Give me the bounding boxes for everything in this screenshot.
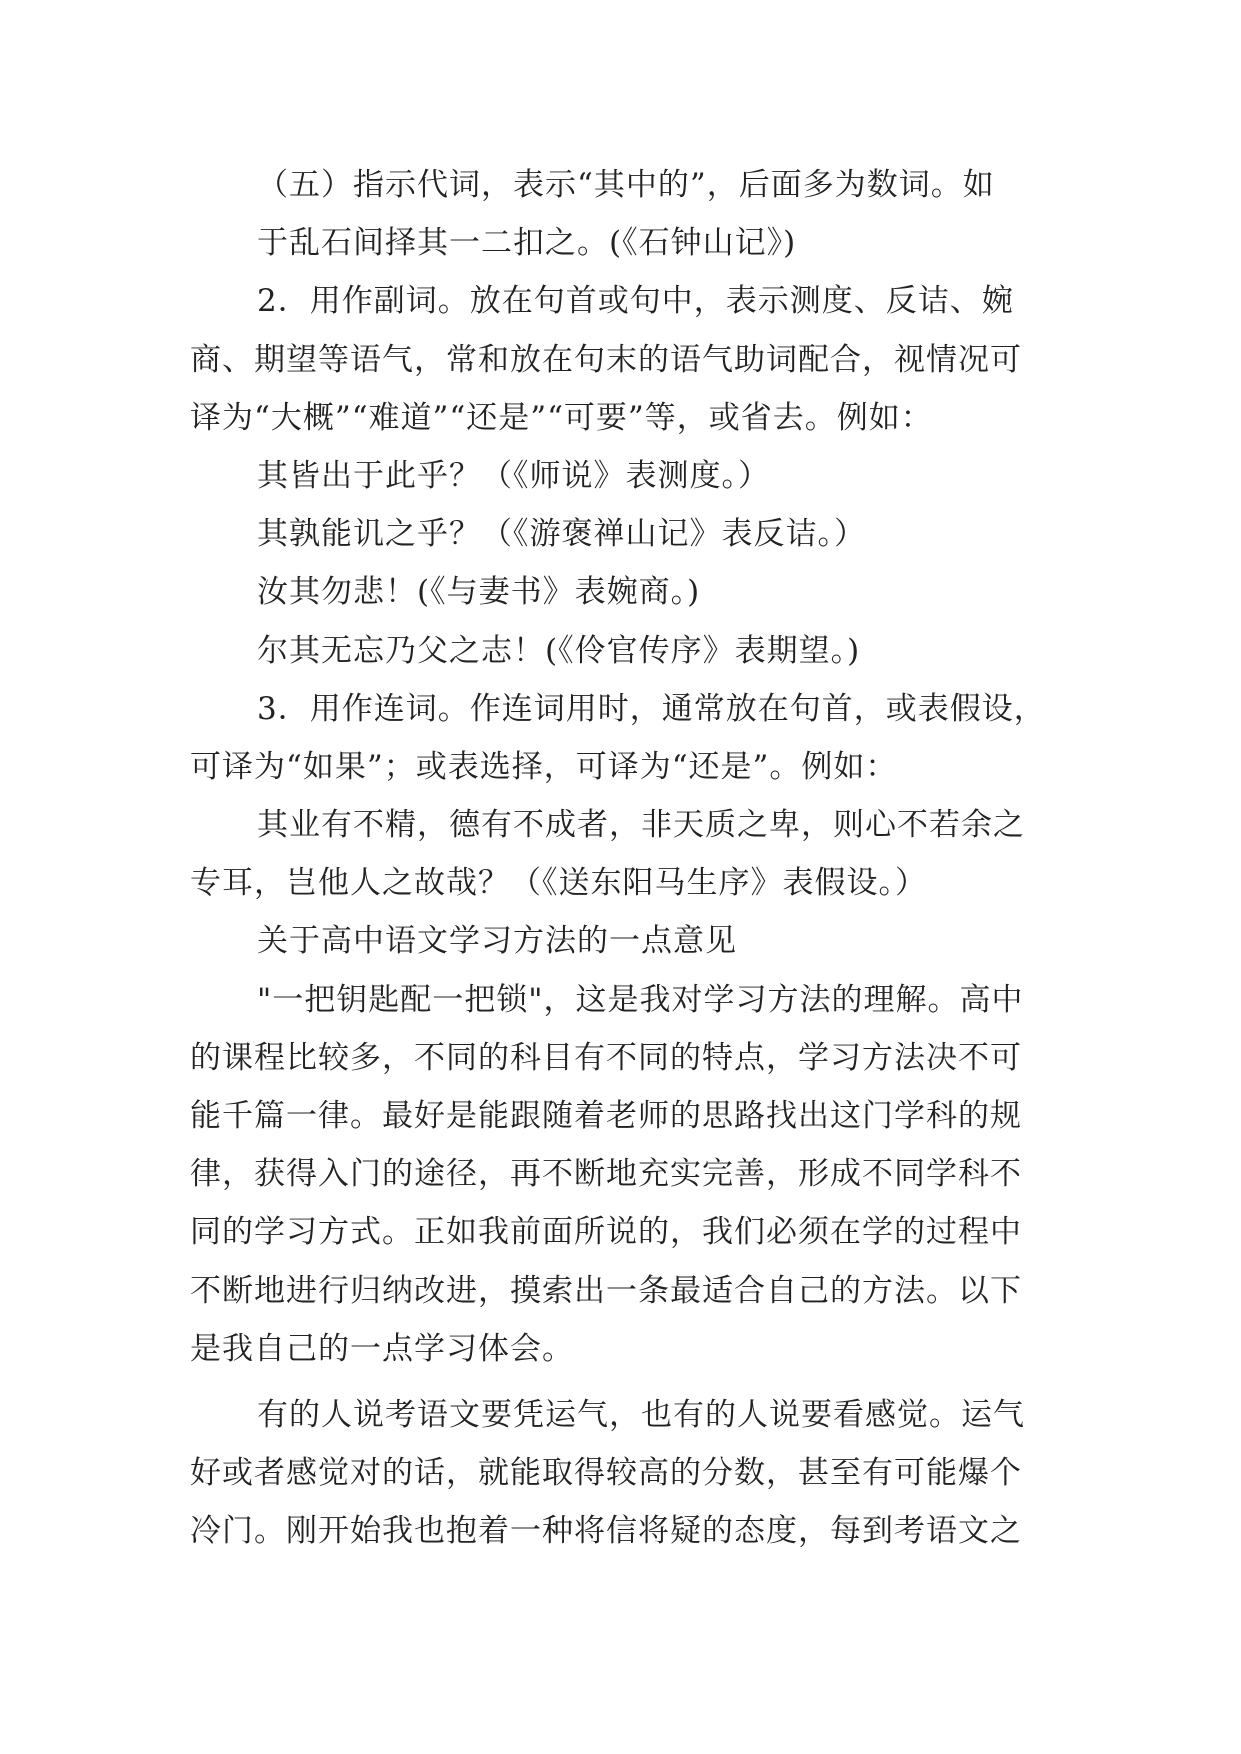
text-line: 商、期望等语气，常和放在句末的语气助词配合，视情况可	[190, 341, 1022, 378]
text-line: 其皆出于此乎？（《师说》表测度。）	[257, 457, 770, 494]
text-line: 2．用作副词。放在句首或句中，表示测度、反诘、婉	[257, 283, 1014, 320]
text-line: 的课程比较多，不同的科目有不同的特点，学习方法决不可	[190, 1039, 1022, 1076]
text-line: 译为“大概”“难道”“还是”“可要”等，或省去。例如：	[190, 399, 933, 436]
text-line: 能千篇一律。最好是能跟随着老师的思路找出这门学科的规	[190, 1098, 1022, 1134]
text-line: （五）指示代词，表示“其中的”，后面多为数词。如	[257, 167, 995, 203]
text-line: "一把钥匙配一把锁"，这是我对学习方法的理解。高中	[257, 981, 1024, 1018]
text-line: 其业有不精，德有不成者，非天质之卑，则心不若余之	[257, 807, 1025, 844]
text-line: 可译为“如果”；或表选择，可译为“还是”。例如：	[190, 748, 898, 785]
text-line: 律，获得入门的途径，再不断地充实完善，形成不同学科不	[190, 1156, 1022, 1193]
text-line: 不断地进行归纳改进，摸索出一条最适合自己的方法。以下	[190, 1272, 1022, 1309]
text-line: 3．用作连词。作连词用时，通常放在句首，或表假设，	[257, 690, 1046, 727]
text-line: 有的人说考语文要凭运气，也有的人说要看感觉。运气	[257, 1396, 1025, 1433]
text-line: 于乱石间择其一二扣之。(《石钟山记》)	[257, 225, 797, 262]
text-line: 尔其无忘乃父之志！(《伶官传序》表期望。)	[257, 632, 861, 669]
text-line: 好或者感觉对的话，就能取得较高的分数，甚至有可能爆个	[190, 1455, 1022, 1492]
text-line: 其孰能讥之乎？（《游褒禅山记》表反诘。）	[257, 516, 866, 553]
text-line: 冷门。刚开始我也抱着一种将信将疑的态度，每到考语文之	[190, 1513, 1022, 1550]
text-line: 汝其勿悲！(《与妻书》表婉商。)	[257, 574, 701, 611]
section-heading: 关于高中语文学习方法的一点意见	[257, 923, 737, 960]
text-line: 专耳，岂他人之故哉？（《送东阳马生序》表假设。）	[190, 865, 927, 902]
paragraph-gap	[190, 1378, 1050, 1386]
text-line: 同的学习方式。正如我前面所说的，我们必须在学的过程中	[190, 1214, 1022, 1251]
text-line: 是我自己的一点学习体会。	[190, 1330, 574, 1367]
document-body	[190, 156, 1050, 1561]
